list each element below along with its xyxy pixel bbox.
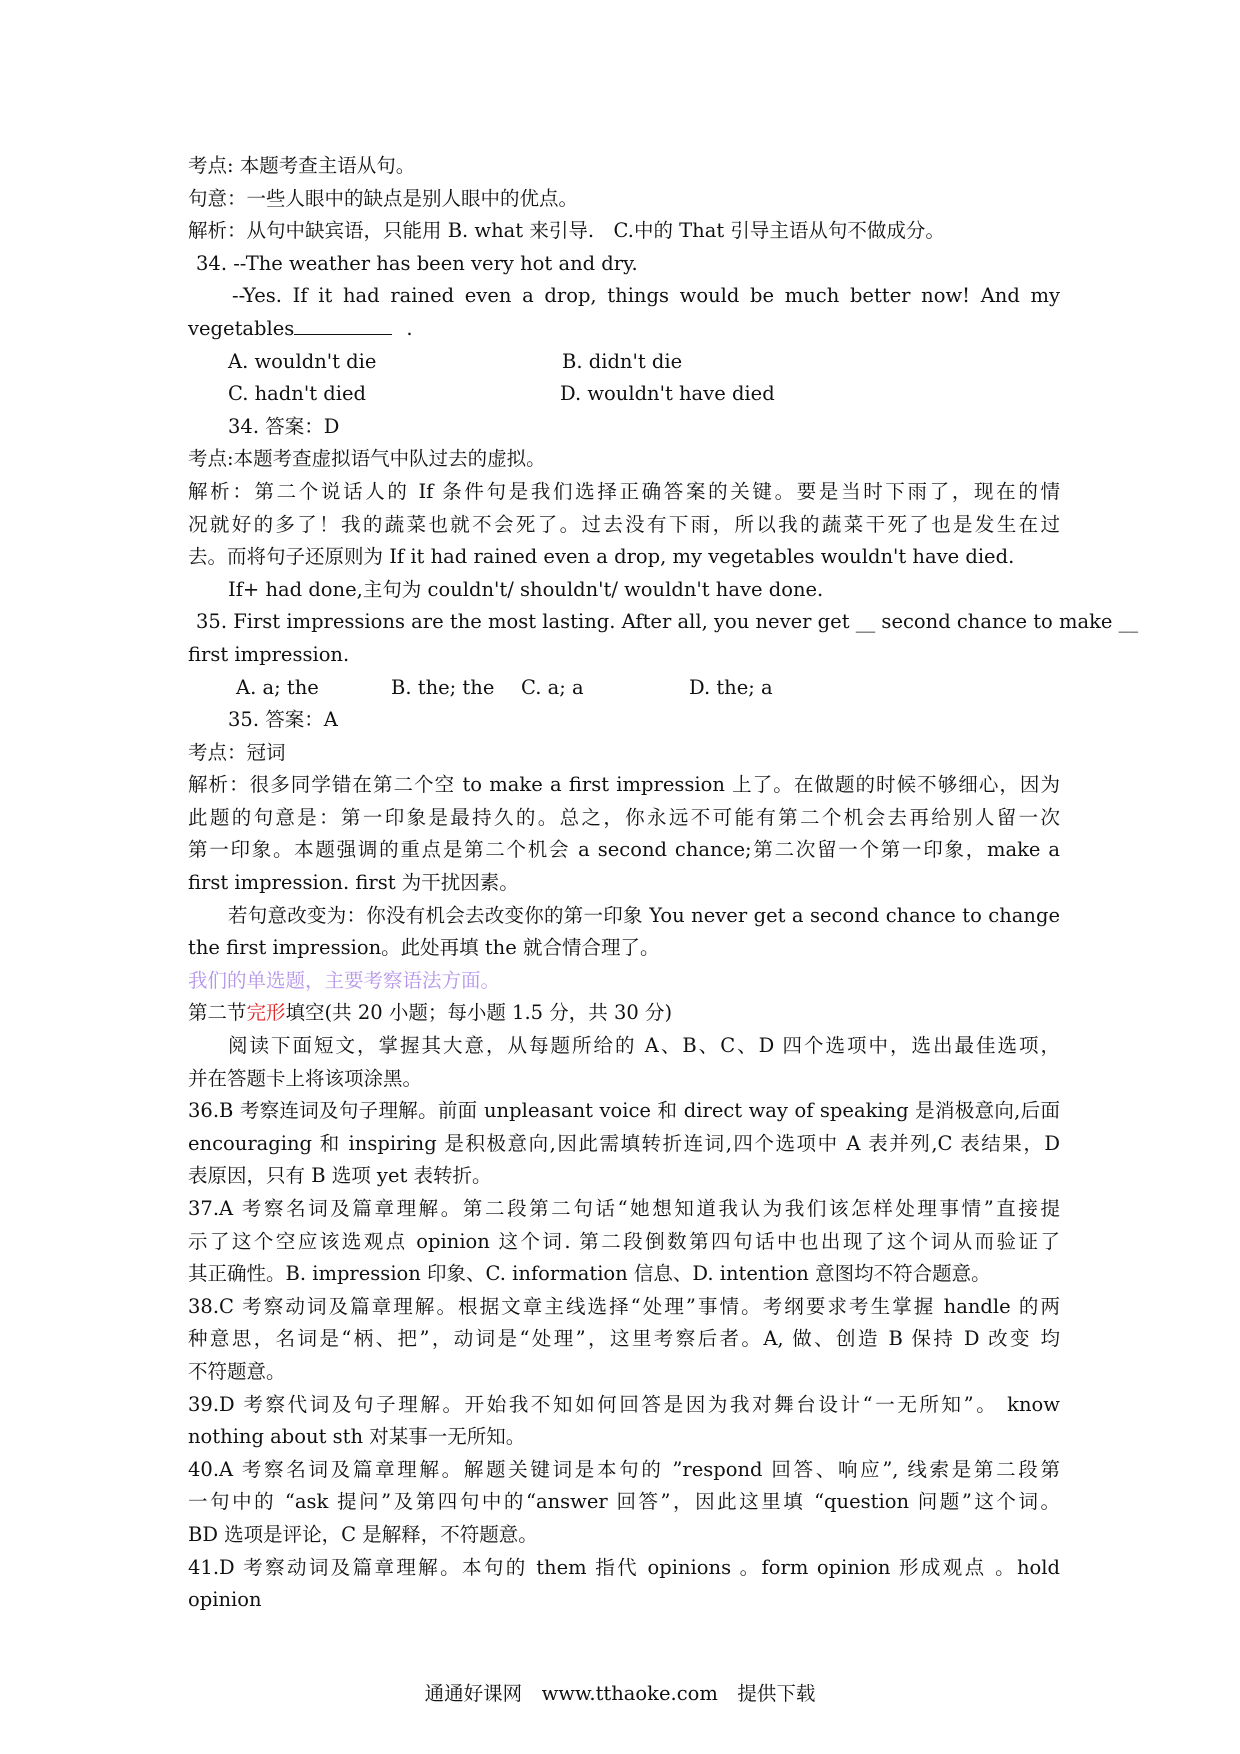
section-2-prefix: 第二节 [188, 1001, 247, 1025]
analysis-35-line3: 第一印象。本题强调的重点是第二个机会 a second chance;第二次留一个第一印象，make a [188, 838, 1060, 862]
question-35-stem-cont: first impression. [188, 642, 350, 666]
question-35-stem: 35. First impressions are the most lasting. After all, you never get __ second chance to make __ [196, 610, 1139, 634]
answer-blank [294, 314, 392, 335]
option-a: A. a; the [236, 675, 319, 699]
option-a: A. wouldn't die [228, 349, 377, 373]
option-d: D. wouldn't have died [560, 382, 775, 406]
analysis-33: 解析：从句中缺宾语，只能用 B. what 来引导. C.中的 That 引导主语从句不做成分。 [188, 219, 945, 243]
option-b: B. didn't die [562, 349, 683, 373]
question-34-tail [188, 313, 1060, 346]
question-34-tail-period: . [406, 316, 413, 340]
analysis-35-line1: 解析：很多同学错在第二个空 to make a first impression 上了。在做题的时候不够细心，因为 [188, 773, 1060, 797]
answer-35: 35. 答案：A [228, 708, 338, 732]
option-c: C. hadn't died [228, 382, 366, 406]
section-2-heading [188, 997, 1060, 1030]
answer-38-line1: 38.C 考察动词及篇章理解。根据文章主线选择“处理”事情。考纲要求考生掌握 handle 的两 [188, 1294, 1060, 1318]
answer-39-line1: 39.D 考察代词及句子理解。开始我不知如何回答是因为我对舞台设计“一无所知”。 know [188, 1392, 1060, 1416]
exam-point-33: 考点: 本题考查主语从句。 [188, 154, 416, 177]
answer-40-line1: 40.A 考察名词及篇章理解。解题关键词是本句的 ”respond 回答、响应”, 线索是第二段第 [188, 1457, 1060, 1481]
exam-point-34: 考点:本题考查虚拟语气中队过去的虚拟。 [188, 447, 546, 471]
instruction-line1: 阅读下面短文，掌握其大意，从每题所给的 A、B、C、D 四个选项中，选出最佳选项， [228, 1034, 1060, 1058]
analysis-35-line5: 若句意改变为：你没有机会去改变你的第一印象 You never get a second chance to change [228, 903, 1060, 927]
section-2-highlight: 完形 [246, 1001, 286, 1025]
answer-36-line2: encouraging 和 inspiring 是积极意向,因此需填转折连词,四个选项中 A 表并列,C 表结果，D [188, 1131, 1060, 1155]
analysis-34-line3: 去。而将句子还原则为 If it had rained even a drop, my vegetables wouldn't have died. [188, 545, 1015, 569]
answer-36-line1: 36.B 考察连词及句子理解。前面 unpleasant voice 和 direct way of speaking 是消极意向,后面 [188, 1099, 1060, 1123]
answer-38-line2: 种意思，名词是“柄、把”，动词是“处理”，这里考察后者。A, 做、创造 B 保持 D 改变 均 [188, 1327, 1060, 1351]
option-c: C. a; a [521, 675, 584, 699]
option-b: B. the; the [391, 675, 495, 699]
question-34-tail-text: vegetables [188, 316, 295, 340]
answer-40-line3: BD 选项是评论，C 是解释，不符题意。 [188, 1522, 538, 1546]
instruction-line2: 并在答题卡上将该项涂黑。 [188, 1066, 423, 1090]
section-2-suffix: 填空(共 20 小题；每小题 1.5 分，共 30 分) [285, 1001, 673, 1025]
answer-38-line3: 不符题意。 [188, 1359, 286, 1383]
analysis-34-line4: If+ had done,主句为 couldn't/ shouldn't/ wouldn't have done. [228, 577, 824, 601]
document-body [188, 150, 1139, 1612]
question-35-options [188, 672, 1060, 705]
answer-34: 34. 答案：D [228, 414, 340, 438]
answer-37-line1: 37.A 考察名词及篇章理解。第二段第二句话“她想知道我认为我们该怎样处理事情”直接提 [188, 1197, 1060, 1220]
answer-39-line2: nothing about sth 对某事一无所知。 [188, 1425, 526, 1449]
answer-37-line3: 其正确性。B. impression 印象、C. information 信息、D. intention 意图均不符合题意。 [188, 1262, 991, 1286]
question-34-options-row1 [188, 346, 1060, 379]
analysis-35-line2: 此题的句意是：第一印象是最持久的。总之，你永远不可能有第二个机会去再给别人留一次 [188, 805, 1060, 829]
answer-40-line2: 一句中的 “ask 提问”及第四句中的“answer 回答”，因此这里填 “question 问题”这个词。 [188, 1490, 1060, 1514]
analysis-34-line1: 解析：第二个说话人的 If 条件句是我们选择正确答案的关键。要是当时下雨了，现在的情 [188, 479, 1060, 503]
sentence-meaning-33: 句意：一些人眼中的缺点是别人眼中的优点。 [188, 186, 579, 210]
answer-41-line1: 41.D 考察动词及篇章理解。本句的 them 指代 opinions 。form opinion 形成观点 。hold opinion [188, 1555, 1060, 1612]
exam-point-35: 考点：冠词 [188, 740, 286, 764]
page-footer: 通通好课网 www.tthaoke.com 提供下载 [424, 1682, 816, 1705]
answer-36-line3: 表原因，只有 B 选项 yet 表转折。 [188, 1164, 492, 1188]
question-34-options-row2 [188, 378, 1060, 411]
question-34-stem: 34. --The weather has been very hot and dry. [196, 251, 638, 275]
question-34-reply: --Yes. If it had rained even a drop, things would be much better now! And my [232, 284, 1060, 308]
analysis-35-line6: the first impression。此处再填 the 就合情合理了。 [188, 936, 660, 960]
editor-note: 我们的单选题，主要考察语法方面。 [188, 968, 501, 992]
analysis-34-line2: 况就好的多了！我的蔬菜也就不会死了。过去没有下雨，所以我的蔬菜干死了也是发生在过 [188, 512, 1060, 536]
analysis-35-line4: first impression. first 为干扰因素。 [188, 871, 519, 895]
answer-37-line2: 示了这个空应该选观点 opinion 这个词. 第二段倒数第四句话中也出现了这个词从而验证了 [188, 1229, 1060, 1253]
option-d: D. the; a [689, 675, 773, 699]
